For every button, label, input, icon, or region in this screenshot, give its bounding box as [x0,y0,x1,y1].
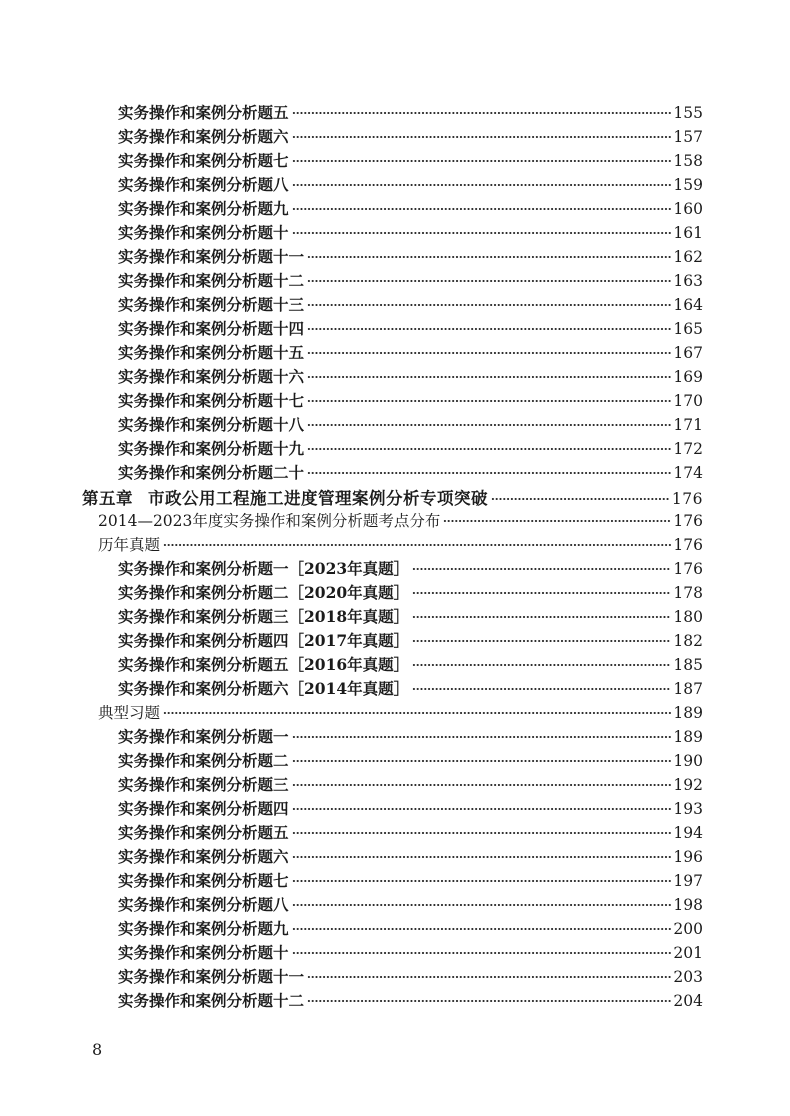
toc-entry-title: 实务操作和案例分析题六 [118,847,289,866]
toc-entry-title: 实务操作和案例分析题六［2014年真题］ [118,679,410,698]
dot-leader [307,468,671,478]
dot-leader [412,588,671,598]
toc-entry-page-number: 189 [673,704,703,722]
dot-leader [292,828,672,838]
toc-entry-title: 实务操作和案例分析题十 [118,223,289,242]
toc-entry-page-number: 171 [673,416,703,434]
toc-entry-title: 实务操作和案例分析题十二 [118,271,305,290]
toc-entry-title: 实务操作和案例分析题十二 [118,991,305,1010]
dot-leader [307,996,671,1006]
toc-entry [82,821,703,845]
dot-leader [307,444,671,454]
toc-entry [82,893,703,917]
toc-entry-page-number: 176 [673,560,703,578]
toc-entry-page-number: 159 [673,176,703,194]
toc-entry [82,101,703,125]
toc-entry [82,845,703,869]
toc-entry [82,941,703,965]
dot-leader [292,876,672,886]
toc-entry-title: 实务操作和案例分析题十五 [118,343,305,362]
dot-leader [307,396,671,406]
toc-entry-page-number: 204 [673,992,703,1010]
dot-leader [307,372,671,382]
toc-entry [82,221,703,245]
toc-entry-title: 实务操作和案例分析题九 [118,199,289,218]
dot-leader [292,132,672,142]
dot-leader [307,420,671,430]
toc-entry-page-number: 182 [673,632,703,650]
dot-leader [292,852,672,862]
dot-leader [307,324,671,334]
toc-entry-page-number: 189 [673,728,703,746]
toc-entry-page-number: 158 [673,152,703,170]
toc-entry-title: 实务操作和案例分析题三［2018年真题］ [118,607,410,626]
toc-entry [82,509,703,533]
dot-leader [292,180,672,190]
toc-entry-page-number: 180 [673,608,703,626]
toc-entry-title: 实务操作和案例分析题八 [118,175,289,194]
toc-entry-page-number: 170 [673,392,703,410]
toc-entry [82,989,703,1013]
toc-entry-page-number: 157 [673,128,703,146]
toc-entry [82,173,703,197]
dot-leader [307,348,671,358]
toc-entry-page-number: 176 [673,512,703,530]
dot-leader [292,732,672,742]
toc-entry-page-number: 161 [673,224,703,242]
toc-entry [82,413,703,437]
toc-entry-title: 实务操作和案例分析题五 [118,823,289,842]
toc-entry [82,533,703,557]
toc-entry-title: 市政公用工程施工进度管理案例分析专项突破 [148,490,488,508]
toc-entry-page-number: 203 [673,968,703,986]
dot-leader [292,804,672,814]
dot-leader [412,684,671,694]
toc-entry [82,269,703,293]
toc-entry-page-number: 185 [673,656,703,674]
toc-entry [82,245,703,269]
toc-entry-title: 实务操作和案例分析题七 [118,871,289,890]
dot-leader [412,636,671,646]
toc-entry-page-number: 176 [673,536,703,554]
toc-entry [82,341,703,365]
toc-entry [82,485,703,509]
toc-entry-page-number: 197 [673,872,703,890]
toc-entry-page-number: 163 [673,272,703,290]
dot-leader [307,276,671,286]
dot-leader [412,612,671,622]
dot-leader [163,540,671,550]
toc-entry-title: 实务操作和案例分析题四［2017年真题］ [118,631,410,650]
toc-entry-title: 实务操作和案例分析题十一 [118,967,305,986]
toc-entry-page-number: 193 [673,800,703,818]
toc-entry [82,293,703,317]
dot-leader [292,204,672,214]
toc-entry-page-number: 167 [673,344,703,362]
dot-leader [292,756,672,766]
toc-entry [82,869,703,893]
toc-entry [82,461,703,485]
toc-entry-title: 实务操作和案例分析题十九 [118,439,305,458]
toc-entry [82,149,703,173]
toc-entry-title: 实务操作和案例分析题十一 [118,247,305,266]
dot-leader [443,516,671,526]
dot-leader [412,564,671,574]
toc-entry-page-number: 162 [673,248,703,266]
toc-entry-title: 历年真题 [98,536,161,554]
toc-entry-title: 实务操作和案例分析题十六 [118,367,305,386]
toc-entry-page-number: 192 [673,776,703,794]
dot-leader [292,948,672,958]
toc-entry-title: 实务操作和案例分析题二 [118,751,289,770]
toc-entry-title: 实务操作和案例分析题七 [118,151,289,170]
dot-leader [163,708,671,718]
toc-entry-title: 实务操作和案例分析题十三 [118,295,305,314]
toc-entry [82,725,703,749]
toc-entry [82,917,703,941]
toc-list [82,101,703,1013]
toc-entry-page-number: 187 [673,680,703,698]
toc-entry [82,773,703,797]
toc-entry-page-number: 194 [673,824,703,842]
toc-entry [82,653,703,677]
toc-entry-title: 实务操作和案例分析题十七 [118,391,305,410]
toc-entry-page-number: 164 [673,296,703,314]
toc-entry-page-number: 196 [673,848,703,866]
toc-entry [82,629,703,653]
toc-entry-page-number: 155 [673,104,703,122]
toc-entry-page-number: 176 [671,490,703,508]
toc-entry-title: 实务操作和案例分析题三 [118,775,289,794]
dot-leader [292,108,672,118]
toc-entry [82,437,703,461]
toc-entry-page-number: 200 [673,920,703,938]
toc-entry-title: 实务操作和案例分析题五 [118,103,289,122]
toc-entry-page-number: 178 [673,584,703,602]
toc-entry-page-number: 201 [673,944,703,962]
toc-entry-title: 实务操作和案例分析题十四 [118,319,305,338]
toc-entry [82,581,703,605]
toc-entry-title: 典型习题 [98,704,161,722]
toc-entry-page-number: 160 [673,200,703,218]
toc-entry [82,749,703,773]
toc-entry-title: 实务操作和案例分析题四 [118,799,289,818]
toc-entry [82,365,703,389]
toc-entry-title: 实务操作和案例分析题六 [118,127,289,146]
toc-entry-page-number: 172 [673,440,703,458]
toc-entry-page-number: 169 [673,368,703,386]
toc-entry [82,317,703,341]
toc-entry [82,557,703,581]
toc-entry-title: 实务操作和案例分析题十 [118,943,289,962]
toc-entry [82,197,703,221]
footer-page-number: 8 [92,1040,103,1059]
dot-leader [292,228,672,238]
toc-entry [82,965,703,989]
dot-leader [292,900,672,910]
toc-entry [82,389,703,413]
toc-entry-title: 实务操作和案例分析题一 [118,727,289,746]
toc-entry-page-number: 174 [673,464,703,482]
toc-entry [82,125,703,149]
toc-entry-title: 2014—2023年度实务操作和案例分析题考点分布 [98,512,441,530]
toc-entry-title: 实务操作和案例分析题九 [118,919,289,938]
dot-leader [491,494,670,504]
dot-leader [292,924,672,934]
toc-entry [82,797,703,821]
toc-entry-page-number: 165 [673,320,703,338]
toc-entry-title: 实务操作和案例分析题一［2023年真题］ [118,559,410,578]
toc-entry-page-number: 198 [673,896,703,914]
dot-leader [292,780,672,790]
toc-entry-title: 实务操作和案例分析题二［2020年真题］ [118,583,410,602]
dot-leader [307,300,671,310]
toc-entry-chapter-label: 第五章 [82,490,133,508]
toc-entry-title: 实务操作和案例分析题五［2016年真题］ [118,655,410,674]
dot-leader [292,156,672,166]
toc-entry-title: 实务操作和案例分析题十八 [118,415,305,434]
toc-entry-page-number: 190 [673,752,703,770]
toc-entry [82,677,703,701]
dot-leader [307,972,671,982]
toc-entry [82,701,703,725]
toc-entry [82,605,703,629]
toc-entry-title: 实务操作和案例分析题八 [118,895,289,914]
dot-leader [412,660,671,670]
toc-entry-title: 实务操作和案例分析题二十 [118,463,305,482]
dot-leader [307,252,671,262]
